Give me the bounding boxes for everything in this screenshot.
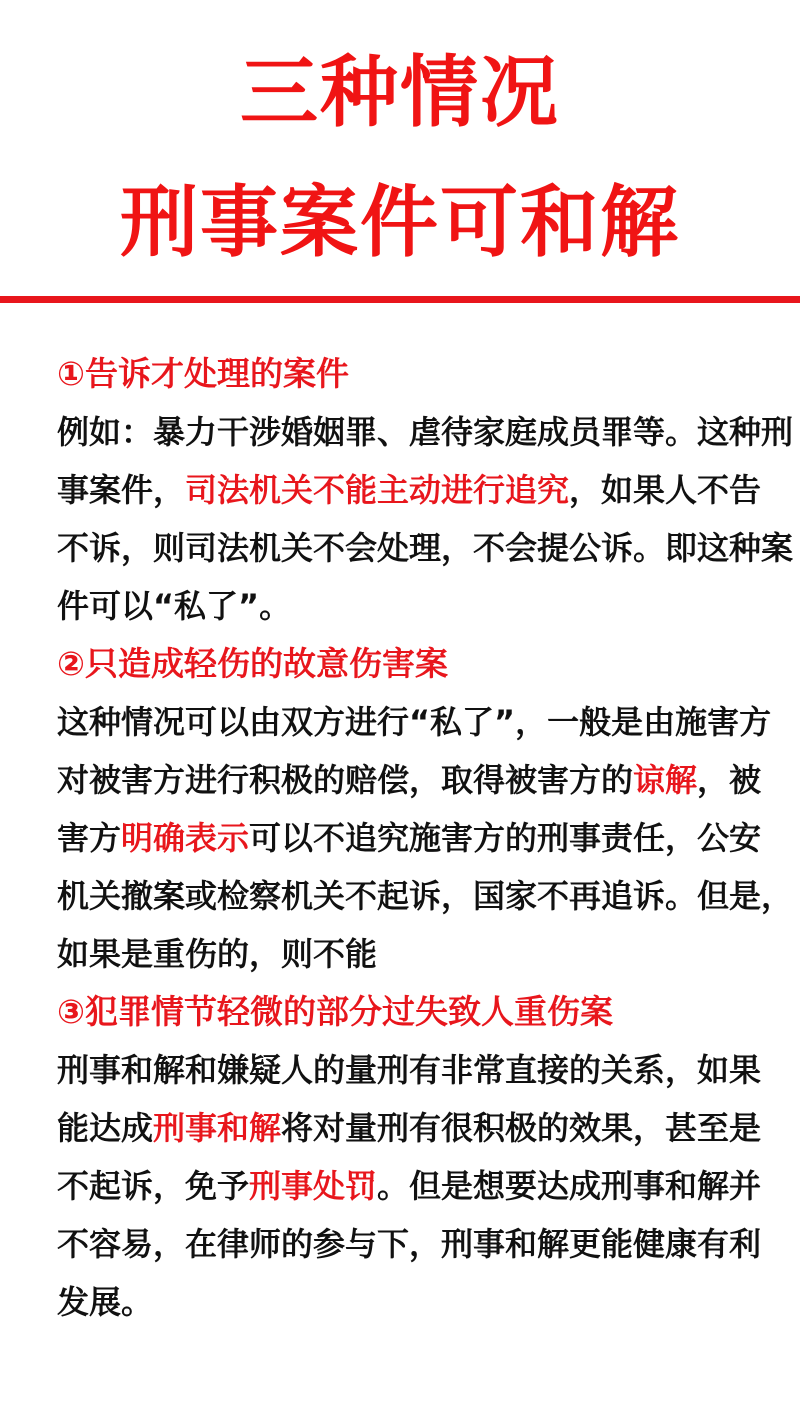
body-line: [57, 867, 794, 925]
body-text: 不诉，则司法机关不会处理，不会提公诉。即这种案: [57, 529, 794, 567]
body-line: [57, 693, 772, 751]
body-text: 可以不追究施害方的刑事责任，公安: [249, 819, 762, 857]
body-line: [57, 403, 794, 461]
header-divider: [0, 296, 800, 303]
section-2: [57, 635, 794, 983]
body-text: ，被: [697, 761, 762, 799]
highlight-text: 刑事和解: [153, 1109, 282, 1147]
header: [0, 0, 800, 296]
body-text: ，如果人不告: [569, 471, 762, 509]
highlight-text: 刑事处罚: [249, 1167, 378, 1205]
body-line: [57, 925, 757, 983]
body-line: [57, 577, 757, 635]
body-line: [57, 809, 762, 867]
body-line: [57, 751, 762, 809]
highlight-text: 司法机关不能主动进行追究: [185, 471, 570, 509]
page-title-line-1: 三种情况: [239, 48, 560, 138]
section-heading: ②只造成轻伤的故意伤害案: [57, 644, 448, 683]
body-line: [57, 519, 794, 577]
body-text: 对被害方进行积极的赔偿，取得被害方的: [57, 761, 634, 799]
body-line: [57, 1215, 762, 1273]
highlight-text: 谅解: [633, 761, 698, 799]
section-3: [57, 983, 762, 1331]
body-line: [57, 461, 762, 519]
highlight-text: 明确表示: [121, 819, 250, 857]
body-text: 将对量刑有很积极的效果，甚至是: [281, 1109, 762, 1147]
body-line: [57, 1157, 762, 1215]
page-title-line-2: 刑事案件可和解: [119, 178, 680, 268]
section-1: [57, 345, 794, 635]
body-text: 事案件，: [57, 471, 186, 509]
body-text: 这种情况可以由双方进行“私了”，一般是由施害方: [57, 703, 772, 741]
body-text: 不起诉，免予: [57, 1167, 250, 1205]
body-text: 能达成: [57, 1109, 154, 1147]
body-text: 件可以“私了”。: [57, 587, 292, 625]
body-line: [57, 1099, 762, 1157]
body-text: 害方: [57, 819, 122, 857]
body-text: 刑事和解和嫌疑人的量刑有非常直接的关系，如果: [57, 1051, 762, 1089]
body-line: [57, 1041, 762, 1099]
body-text: 机关撤案或检察机关不起诉，国家不再追诉。但是，: [57, 877, 794, 915]
section-heading: ①告诉才处理的案件: [57, 354, 349, 393]
body-text: 例如：暴力干涉婚姻罪、虐待家庭成员罪等。这种刑: [57, 413, 794, 451]
body-text: 。但是想要达成刑事和解并: [377, 1167, 762, 1205]
body-line: [57, 1273, 757, 1331]
section-heading: ③犯罪情节轻微的部分过失致人重伤案: [57, 992, 613, 1031]
article-body: [57, 345, 794, 1331]
body-text: 发展。: [57, 1283, 154, 1321]
body-text: 如果是重伤的，则不能: [57, 935, 378, 973]
body-text: 不容易，在律师的参与下，刑事和解更能健康有利: [57, 1225, 762, 1263]
